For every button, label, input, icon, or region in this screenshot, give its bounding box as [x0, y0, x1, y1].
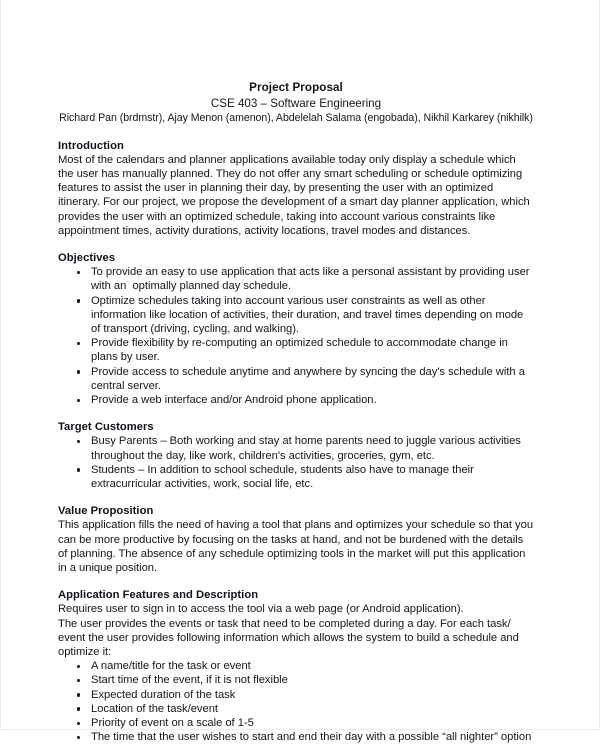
- paragraph-value-proposition: This application fills the need of having a tool that plans and optimizes your schedule so that you can be more productive by focusing on the tasks at hand, and not be burdened with the details of planning. The absence of any schedule optimizing tools in the market will put this application in a unique position.: [58, 519, 534, 574]
- bullet-icon: [77, 440, 80, 443]
- bullet-icon: [77, 342, 80, 345]
- section-objectives: [58, 251, 534, 407]
- paragraph-sign-in: Requires user to sign in to access the tool via a web page (or Android application).: [58, 603, 464, 616]
- list-item-text: Busy Parents – Both working and stay at home parents need to juggle various activities throughout the day, like work, children's activities, groceries, gym, etc.: [91, 435, 521, 462]
- list-item: [58, 294, 534, 337]
- bullet-icon: [77, 271, 80, 274]
- section-introduction: [58, 139, 534, 238]
- target-customers-list: [58, 434, 534, 491]
- section-heading-value-proposition: Value Proposition: [58, 505, 154, 518]
- list-item: [58, 265, 534, 293]
- bullet-icon: [77, 665, 80, 668]
- course-subtitle: CSE 403 – Software Engineering: [210, 96, 382, 110]
- bullet-icon: [77, 679, 80, 682]
- section-target-customers: [58, 420, 534, 491]
- section-heading-objectives: Objectives: [58, 251, 116, 264]
- list-item-text: The time that the user wishes to start and end their day with a possible “all nighter” option: [91, 731, 532, 744]
- list-item: [58, 336, 534, 364]
- bullet-icon: [77, 370, 80, 373]
- title-block: [58, 0, 534, 126]
- document-body: [58, 0, 534, 744]
- bullet-icon: [77, 468, 80, 471]
- objectives-list: [58, 265, 534, 407]
- list-item-text: Priority of event on a scale of 1-5: [91, 717, 254, 730]
- section-application-features: [58, 588, 534, 744]
- list-item: [58, 365, 534, 393]
- paragraph-introduction: Most of the calendars and planner applications available today only display a schedule which the user has manually planned. They do not offer any smart scheduling or schedule optimizing features to assist the user in planning their day, by presenting the user with an optimized itinerary. For our project, we propose the development of a smart day planner application, which provides the user with an optimized schedule, taking into account various constraints like appointment times, activity durations, activity locations, travel modes and distances.: [58, 153, 530, 237]
- list-item-text: Location of the task/event: [91, 702, 218, 715]
- section-heading-introduction: Introduction: [58, 139, 124, 152]
- section-value-proposition: [58, 504, 534, 575]
- list-item: [58, 673, 534, 687]
- list-item-text: Start time of the event, if it is not flexible: [91, 674, 288, 687]
- list-item: [58, 688, 534, 702]
- list-item-text: Expected duration of the task: [91, 688, 236, 701]
- paragraph-task-info: The user provides the events or task that need to be completed during a day. For each task/ event the user provides following information which allows the system to build a schedule and optimize it:: [58, 617, 519, 658]
- author-line: Richard Pan (brdmstr), Ajay Menon (amenon), Abdelelah Salama (engobada), Nikhil Karkarey (nikhilk): [59, 111, 533, 124]
- list-item-text: To provide an easy to use application that acts like a personal assistant by providing user with an optimally planned day schedule.: [91, 266, 533, 293]
- list-item: [58, 716, 534, 730]
- list-item-text: Provide access to schedule anytime and anywhere by syncing the day's schedule with a central server.: [91, 365, 525, 392]
- list-item: [58, 434, 534, 462]
- list-item: [58, 659, 534, 673]
- bullet-icon: [77, 399, 80, 402]
- bullet-icon: [77, 707, 80, 710]
- document-title: Project Proposal: [249, 81, 343, 94]
- section-heading-target-customers: Target Customers: [58, 421, 154, 434]
- list-item: [58, 702, 534, 716]
- list-item-text: Provide a web interface and/or Android phone application.: [91, 393, 377, 406]
- list-item: [58, 393, 534, 407]
- bullet-icon: [77, 722, 80, 725]
- list-item-text: Students – In addition to school schedule, students also have to manage their extracurricular activities, work, social life, etc.: [91, 463, 474, 490]
- list-item: [58, 730, 534, 744]
- bullet-icon: [77, 299, 80, 302]
- bullet-icon: [77, 736, 80, 739]
- list-item-text: Provide flexibility by re-computing an optimized schedule to accommodate change in plans by user.: [91, 337, 508, 364]
- list-item-text: A name/title for the task or event: [91, 660, 251, 673]
- list-item: [58, 463, 534, 491]
- bullet-icon: [77, 693, 80, 696]
- list-item-text: Optimize schedules taking into account various user constraints as well as other information like location of activities, their duration, and travel times depending on mode of transport (driving, cycling, and walking).: [91, 294, 524, 335]
- application-features-list: [58, 659, 534, 744]
- section-heading-application-features: Application Features and Description: [58, 589, 259, 602]
